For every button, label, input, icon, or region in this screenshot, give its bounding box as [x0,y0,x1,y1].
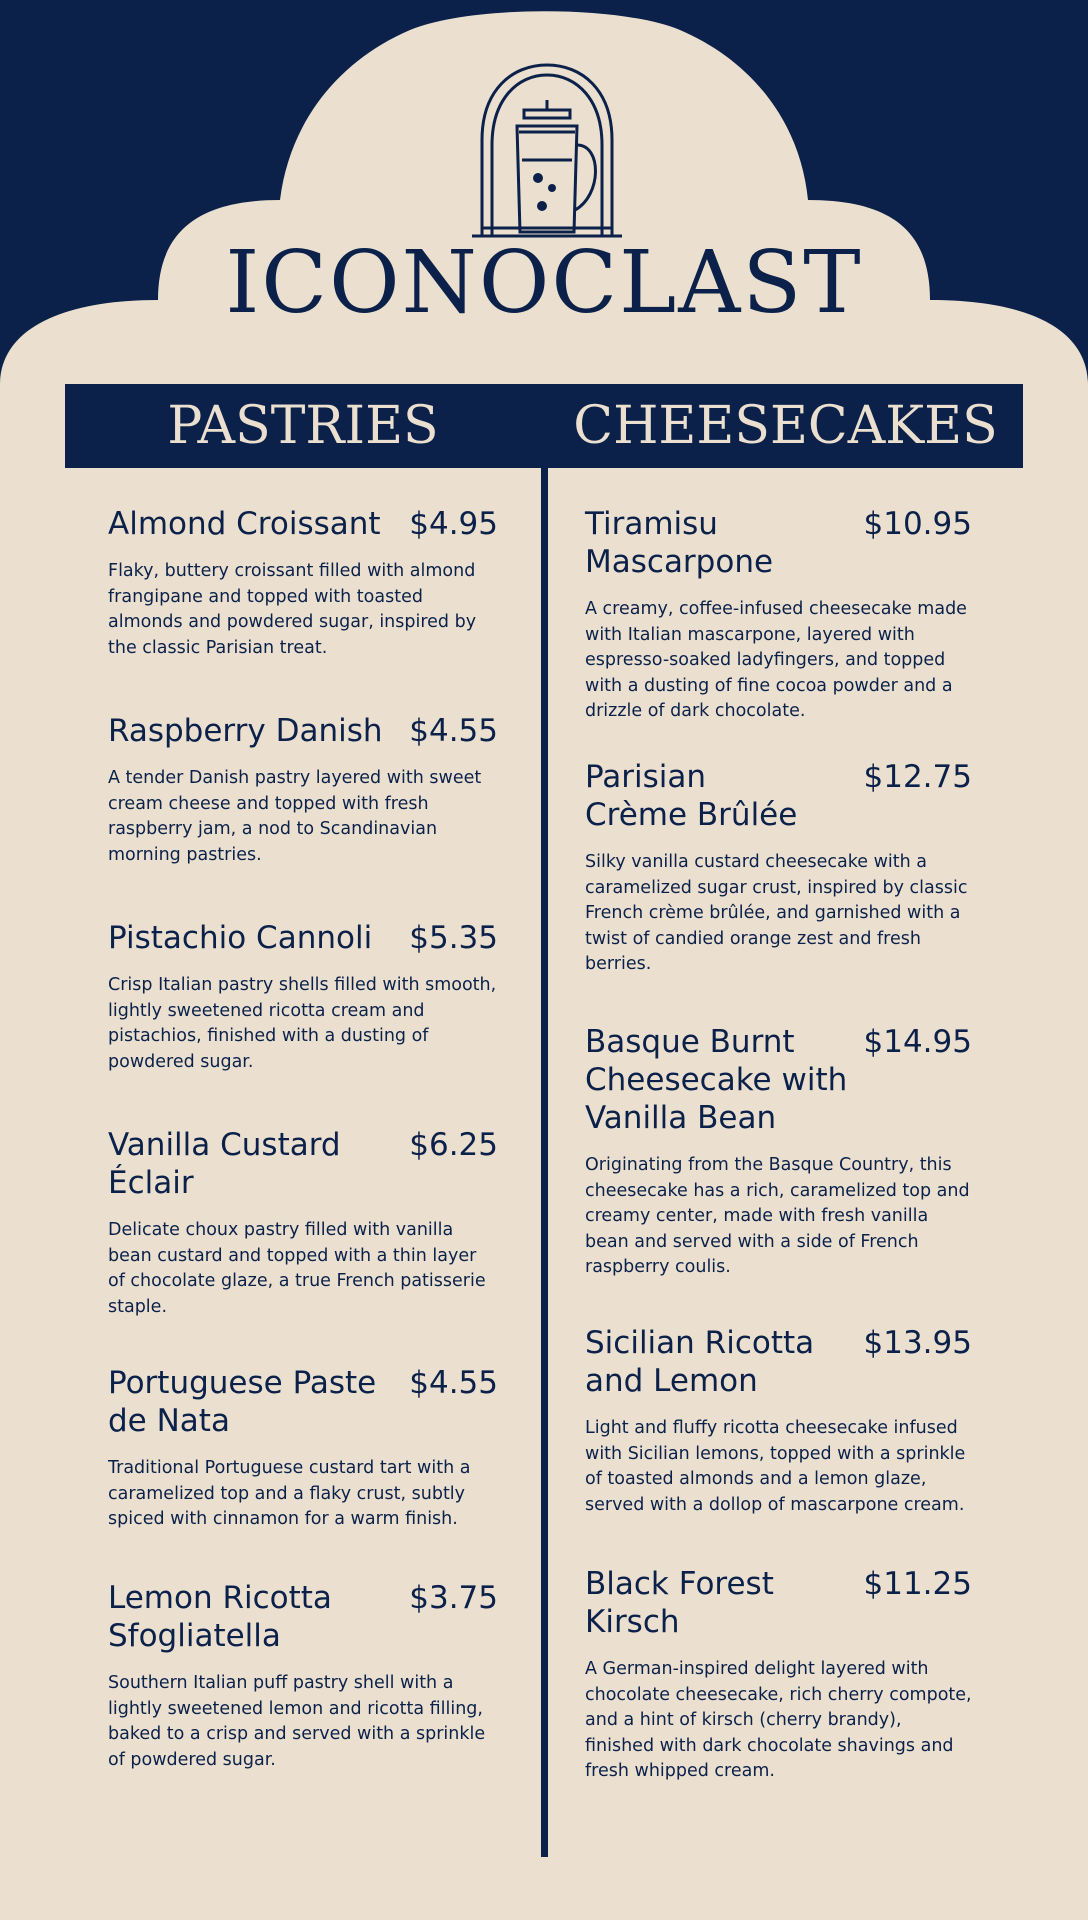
item-description: Flaky, buttery croissant filled with almond frangipane and topped with toasted almonds and powdered sugar, inspired by the classic Parisian treat. [108,561,477,658]
menu-item [585,505,972,758]
menu-item [108,505,498,712]
menu-item [585,1023,972,1324]
menu-item [108,919,498,1126]
item-name: Pistachio Cannoli [108,920,373,956]
item-price: $11.25 [863,1566,972,1602]
item-price: $12.75 [863,759,972,795]
item-name: Black Forest Kirsch [585,1566,774,1640]
french-press-arch-icon [462,60,632,240]
item-name: Lemon Ricotta Sfogliatella [108,1580,332,1654]
item-price: $6.25 [409,1127,498,1163]
menu-item [108,1579,498,1773]
menu-item [108,1364,498,1579]
item-name: Raspberry Danish [108,713,383,749]
item-price: $4.55 [409,1365,498,1401]
item-description: Silky vanilla custard cheesecake with a caramelized sugar crust, inspired by classic French crème brûlée, and garnished with a twist of candied orange zest and fresh berries. [585,852,968,974]
pastries-list [108,505,498,1773]
menu-item [108,712,498,919]
cheesecakes-list [585,505,972,1785]
item-name: Basque Burnt Cheesecake with Vanilla Bean [585,1024,848,1136]
item-description: A tender Danish pastry layered with sweet cream cheese and topped with fresh raspberry jam, a nod to Scandinavian morning pastries. [108,768,482,865]
menu-item [108,1126,498,1364]
item-description: Traditional Portuguese custard tart with a caramelized top and a flaky crust, subtly spiced with cinnamon for a warm finish. [108,1458,471,1529]
item-description: Originating from the Basque Country, this cheesecake has a rich, caramelized top and creamy center, made with fresh vanilla bean and served with a side of French raspberry coulis. [585,1155,970,1277]
item-name: Almond Croissant [108,506,381,542]
brand-title: ICONOCLAST [225,233,863,333]
item-price: $10.95 [863,506,972,542]
item-price: $5.35 [409,920,498,956]
item-price: $3.75 [409,1580,498,1616]
item-description: A creamy, coffee-infused cheesecake made with Italian mascarpone, layered with espresso-soaked ladyfingers, and topped with a dusting of fine cocoa powder and a drizzle of dark chocolate. [585,599,967,721]
item-name: Sicilian Ricotta and Lemon [585,1325,815,1399]
pastries-heading: PASTRIES [65,384,541,468]
menu-item [585,1565,972,1785]
item-price: $14.95 [863,1024,972,1060]
item-name: Parisian Crème Brûlée [585,759,798,833]
menu-item [585,1324,972,1565]
item-price: $4.55 [409,713,498,749]
item-description: A German-inspired delight layered with chocolate cheesecake, rich cherry compote, and a hint of kirsch (cherry brandy), finished with dark chocolate shavings and fresh whipped cream. [585,1659,972,1781]
item-price: $13.95 [863,1325,972,1361]
item-name: Portuguese Paste de Nata [108,1365,377,1439]
column-divider [541,384,548,1857]
cheesecakes-heading: CHEESECAKES [548,384,1023,468]
item-description: Light and fluffy ricotta cheesecake infused with Sicilian lemons, topped with a sprinkle of toasted almonds and a lemon glaze, served with a dollop of mascarpone cream. [585,1418,966,1515]
item-price: $4.95 [409,506,498,542]
item-description: Delicate choux pastry filled with vanilla bean custard and topped with a thin layer of chocolate glaze, a true French patisserie staple. [108,1220,486,1317]
menu-item [585,758,972,1023]
item-name: Vanilla Custard Éclair [108,1127,341,1201]
item-name: Tiramisu Mascarpone [585,506,774,580]
item-description: Crisp Italian pastry shells filled with smooth, lightly sweetened ricotta cream and pistachios, finished with a dusting of powdered sugar. [108,975,497,1072]
item-description: Southern Italian puff pastry shell with a lightly sweetened lemon and ricotta filling, baked to a crisp and served with a sprinkle of powdered sugar. [108,1673,486,1770]
